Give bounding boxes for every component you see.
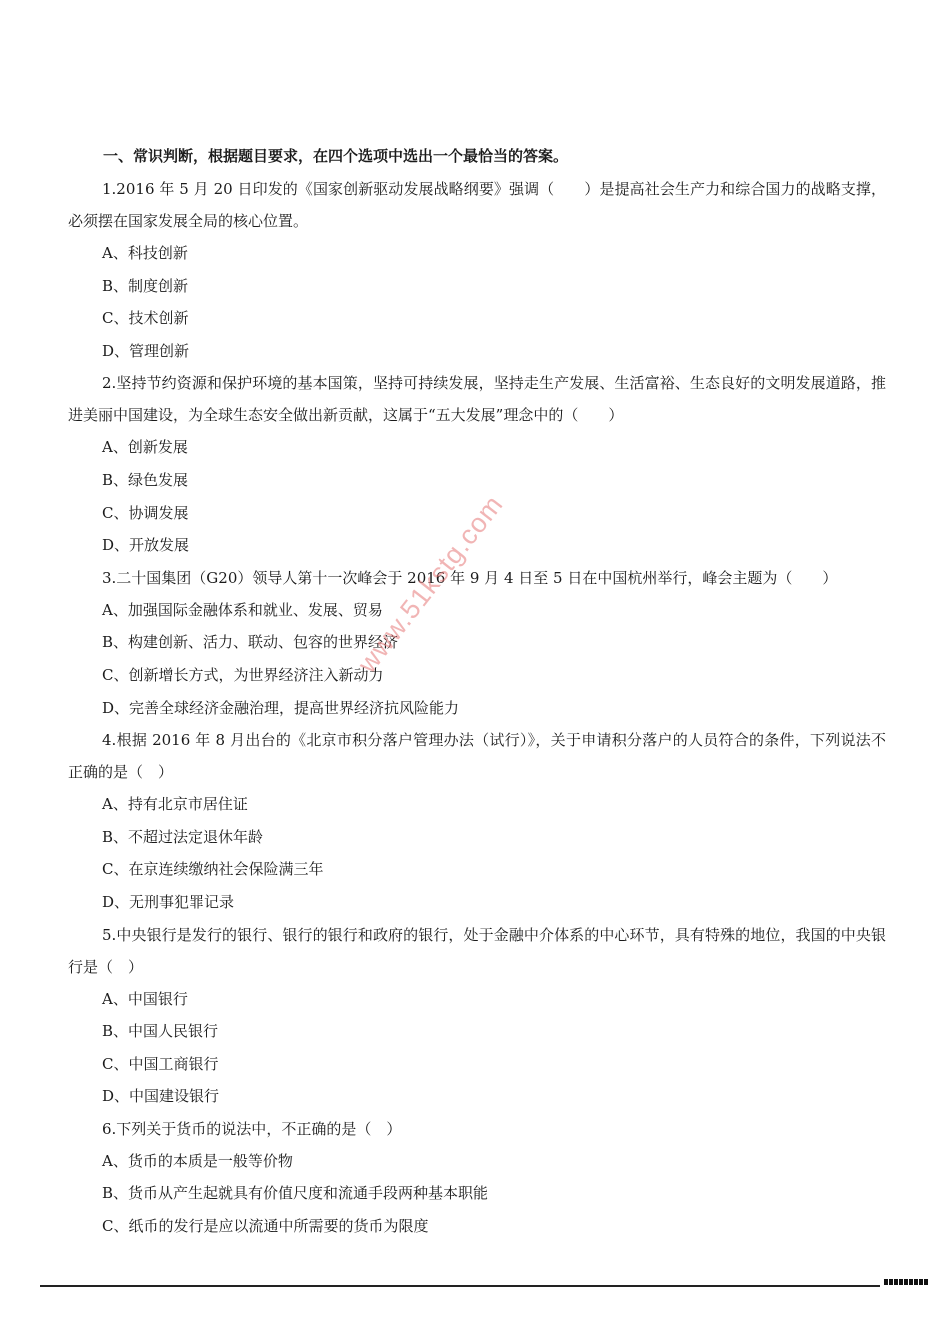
- option-d: D、中国建设银行: [102, 1087, 220, 1106]
- question-stem: 5.中央银行是发行的银行、银行的银行和政府的银行，处于金融中介体系的中心环节，具有特殊的地位，我国的中央银行是（ ）: [68, 925, 886, 976]
- option-b: B、不超过法定退休年龄: [102, 827, 264, 846]
- option-b: B、构建创新、活力、联动、包容的世界经济: [102, 633, 399, 652]
- question-stem: 2.坚持节约资源和保护环境的基本国策，坚持可持续发展，坚持走生产发展、生活富裕、生态良好的文明发展道路，推进美丽中国建设，为全球生态安全做出新贡献，这属于“五大发展”理念中的（ ）: [68, 374, 886, 425]
- option-b: B、绿色发展: [102, 470, 189, 489]
- question-stem: 3.二十国集团（G20）领导人第十一次峰会于 2016 年 9 月 4 日至 5 日在中国杭州举行，峰会主题为（ ）: [102, 568, 838, 587]
- option-a: A、中国银行: [102, 989, 188, 1008]
- option-d: D、无刑事犯罪记录: [102, 892, 235, 911]
- option-b: B、货币从产生起就具有价值尺度和流通手段两种基本职能: [102, 1184, 489, 1203]
- option-d: D、开放发展: [102, 536, 190, 555]
- option-a: A、创新发展: [102, 438, 188, 457]
- option-a: A、货币的本质是一般等价物: [102, 1151, 293, 1170]
- option-c: C、协调发展: [102, 503, 189, 522]
- option-c: C、中国工商银行: [102, 1054, 219, 1073]
- question-3: [68, 562, 886, 724]
- option-c: C、纸币的发行是应以流通中所需要的货币为限度: [102, 1217, 429, 1236]
- exam-content: [68, 140, 886, 1243]
- question-stem: 6.下列关于货币的说法中，不正确的是（ ）: [102, 1119, 402, 1138]
- option-a: A、持有北京市居住证: [102, 795, 248, 814]
- option-c: C、在京连续缴纳社会保险满三年: [102, 860, 324, 879]
- question-stem: 4.根据 2016 年 8 月出台的《北京市积分落户管理办法（试行）》，关于申请积分落户的人员符合的条件，下列说法不正确的是（ ）: [68, 731, 886, 782]
- option-a: A、加强国际金融体系和就业、发展、贸易: [102, 600, 383, 619]
- option-d: D、完善全球经济金融治理，提高世界经济抗风险能力: [102, 698, 460, 717]
- option-a: A、科技创新: [102, 244, 188, 262]
- option-b: B、制度创新: [102, 276, 189, 295]
- watermark: www.51kstg.com: [352, 489, 509, 679]
- option-c: C、创新增长方式，为世界经济注入新动力: [102, 665, 384, 684]
- option-c: C、技术创新: [102, 309, 189, 328]
- section-title: 一、常识判断，根据题目要求，在四个选项中选出一个最恰当的答案。: [103, 147, 569, 165]
- question-stem: 1.2016 年 5 月 20 日印发的《国家创新驱动发展战略纲要》强调（ ）是提高社会生产力和综合国力的战略支撑，必须摆在国家发展全局的核心位置。: [68, 180, 886, 230]
- question-1: [68, 173, 886, 367]
- qr-code-icon: [884, 1279, 934, 1293]
- question-5: [68, 919, 886, 1113]
- question-4: [68, 724, 886, 918]
- option-b: B、中国人民银行: [102, 1022, 219, 1041]
- option-d: D、管理创新: [102, 341, 190, 360]
- footer-rule: [40, 1285, 880, 1287]
- question-6: [68, 1113, 886, 1243]
